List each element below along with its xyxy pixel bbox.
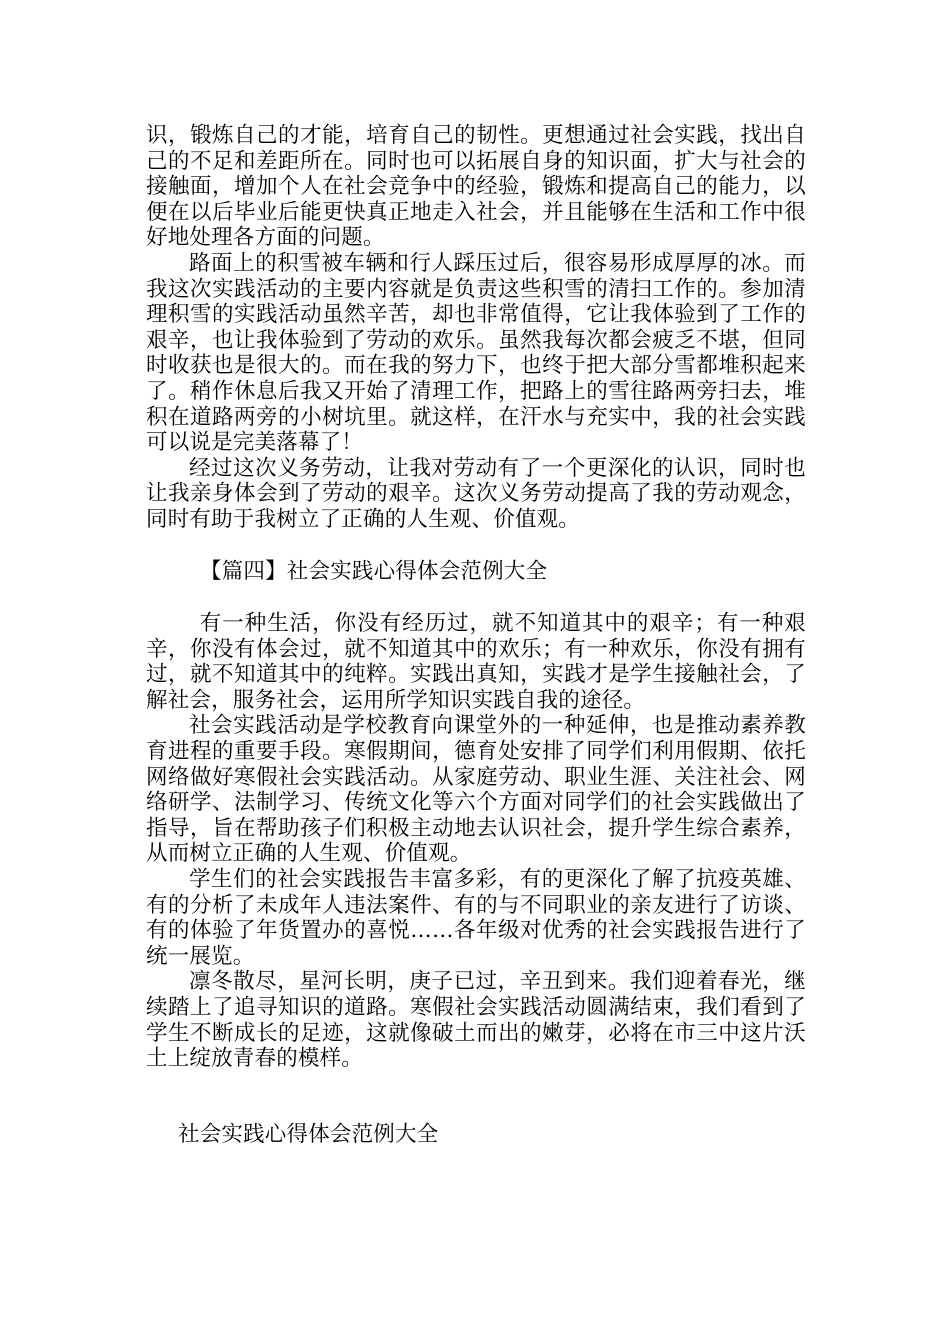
document-body	[146, 123, 806, 1072]
footer-title: 社会实践心得体会范例大全	[178, 1122, 439, 1147]
paragraph-snow-cleaning: 路面上的积雪被车辆和行人踩压过后，很容易形成厚厚的冰。而我这次实践活动的主要内容就是负责这些积雪的清扫工作的。参加清理积雪的实践活动虽然辛苦，却也非常值得，它让我体验到了工作的艰辛，也让我体验到了劳动的欢乐。虽然我每次都会疲乏不堪，但同时收获也是很大的。而在我的努力下，也终于把大部分雪都堆积起来了。稍作休息后我又开始了清理工作，把路上的雪往路两旁扫去，堆积在道路两旁的小树坑里。就这样，在汗水与充实中，我的社会实践可以说是完美落幕了！	[146, 250, 806, 456]
paragraph-labor-reflection: 经过这次义务劳动，让我对劳动有了一个更深化的认识，同时也让我亲身体会到了劳动的艰辛。这次义务劳动提高了我的劳动观念，同时有助于我树立了正确的人生观、价值观。	[146, 455, 806, 532]
paragraph-continuation: 识，锻炼自己的才能，培育自己的韧性。更想通过社会实践，找出自己的不足和差距所在。同时也可以拓展自身的知识面，扩大与社会的接触面，增加个人在社会竞争中的经验，锻炼和提高自己的能力，以便在以后毕业后能更快真正地走入社会，并且能够在生活和工作中很好地处理各方面的问题。	[146, 123, 806, 251]
paragraph-life-experience: 有一种生活，你没有经历过，就不知道其中的艰辛；有一种艰辛，你没有体会过，就不知道其中的欢乐；有一种欢乐，你没有拥有过，就不知道其中的纯粹。实践出真知，实践才是学生接触社会，了解社会，服务社会，运用所学知识实践自我的途径。	[146, 611, 806, 713]
section-heading: 【篇四】社会实践心得体会范例大全	[200, 558, 548, 584]
paragraph-conclusion: 凛冬散尽，星河长明，庚子已过，辛丑到来。我们迎着春光，继续踏上了追寻知识的道路。寒假社会实践活动圆满结束，我们看到了学生不断成长的足迹，这就像破土而出的嫩芽，必将在市三中这片沃土上绽放青春的模样。	[146, 969, 806, 1072]
paragraph-practice-reports: 学生们的社会实践报告丰富多彩，有的更深化了解了抗疫英雄、有的分析了未成年人违法案件、有的与不同职业的亲友进行了访谈、有的体验了年货置办的喜悦……各年级对优秀的社会实践报告进行了统一展览。	[146, 867, 806, 969]
paragraph-social-practice: 社会实践活动是学校教育向课堂外的一种延伸，也是推动素养教育进程的重要手段。寒假期间，德育处安排了同学们利用假期、依托网络做好寒假社会实践活动。从家庭劳动、职业生涯、关注社会、网络研学、法制学习、传统文化等六个方面对同学们的社会实践做出了指导，旨在帮助孩子们积极主动地去认识社会，提升学生综合素养，从而树立正确的人生观、价值观。	[146, 713, 806, 867]
